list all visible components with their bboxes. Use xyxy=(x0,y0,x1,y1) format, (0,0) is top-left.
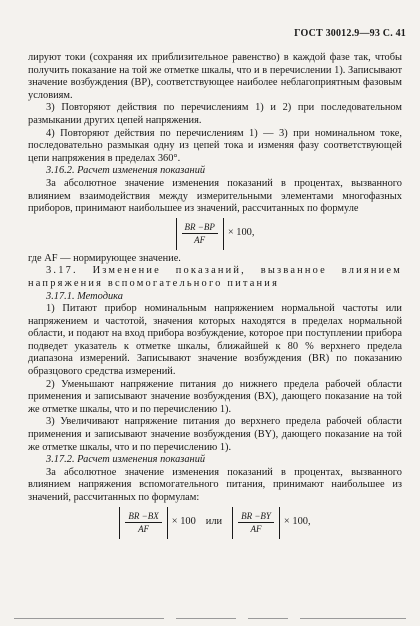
page-header: ГОСТ 30012.9—93 С. 41 xyxy=(294,28,406,39)
section-3-17-1-heading: 3.17.1. Методика xyxy=(46,290,123,302)
section-3-17-heading: 3.17. Изменение показаний, вызванное влиянием напряжения вспомогательного питания xyxy=(28,265,402,289)
formula-fraction xyxy=(182,221,218,246)
formula-numerator-x: BR −BX xyxy=(125,510,161,523)
paragraph-method-2: 2) Уменьшают напряжение питания до нижнего предела рабочей области применения и записывают значение возбуждения (BX), дающего показание на той же отметке шкалы, что и по перечислению 1). xyxy=(28,378,402,415)
formula-abs-bars-y xyxy=(232,507,280,539)
formula-abs-bars xyxy=(176,218,224,250)
formula-numerator-y: BR −BY xyxy=(238,510,274,523)
paragraph-continuation: лируют токи (сохраняя их приблизительное равенство) в каждой фазе так, чтобы получить показание на той же отметке шкалы, что и в перечислении 1). Записывают значение возбуждения (BP), соответствующее наиболее неблагоприятным фазовым условиям. xyxy=(28,52,402,101)
formula-fraction-y xyxy=(238,510,274,535)
paragraph-step-4: 4) Повторяют действия по перечислениям 1) — 3) при номинальном токе, последовательно размыкая одну из цепей тока и изменяя фазу соответствующей цепи напряжения в пределах 360°. xyxy=(28,127,402,164)
formula-multiplier-x: × 100 xyxy=(171,516,196,528)
paragraph-calc-aux: За абсолютное значение изменения показаний в процентах, вызванного влиянием напряжения вспомогательного питания, принимают наибольшее из значений, рассчитанных по формулам: xyxy=(28,466,402,503)
paragraph-step-3: 3) Повторяют действия по перечислениям 1) и 2) при последовательном размыкании других цепей напряжения. xyxy=(28,102,402,126)
section-3-17-2-heading: 3.17.2. Расчет изменения показаний xyxy=(46,454,206,466)
paragraph-calc-intro: За абсолютное значение изменения показаний в процентах, вызванного влиянием взаимодействия между измерительными элементами многофазных приборов, принимают наибольшее из значений, рассчитанных по формуле xyxy=(28,177,402,215)
section-3-16-2-heading: 3.16.2. Расчет изменения показаний xyxy=(46,165,206,177)
formula-multiplier-y: × 100, xyxy=(283,516,311,528)
bottom-scan-rule xyxy=(0,614,420,622)
formula-denominator-x: AF xyxy=(138,524,150,535)
formula-fraction-x xyxy=(125,510,161,535)
document-body xyxy=(28,52,402,542)
formula-denominator-y: AF xyxy=(250,524,262,535)
formula-interaction xyxy=(28,218,402,250)
formula-multiplier: × 100, xyxy=(227,227,255,239)
paragraph-method-3: 3) Увеличивают напряжение питания до верхнего предела рабочей области применения и записывают значение возбуждения (BY), дающего показание на той же отметке шкалы, что и по перечислению 1). xyxy=(28,416,402,453)
formula-aux-supply xyxy=(28,507,402,539)
formula-denominator: AF xyxy=(194,235,206,246)
paragraph-method-1: 1) Питают прибор номинальным напряжением нормальной частоты или напряжением и частотой, значения которых находятся в пределах нормальной области, и подают на вход прибора возбуждение, которое при поступлении прибора подведет указатель к отметке шкалы, ближайшей к 80 % верхнего предела диапазона измерений. Записывают значение возбуждения (BR) по показанию образцового средства измерений. xyxy=(28,303,402,378)
paragraph-where: где AF — нормирующее значение. xyxy=(28,252,181,264)
formula-numerator: BR −BP xyxy=(182,221,218,234)
formula-abs-bars-x xyxy=(119,507,167,539)
formula-or: или xyxy=(205,516,223,528)
